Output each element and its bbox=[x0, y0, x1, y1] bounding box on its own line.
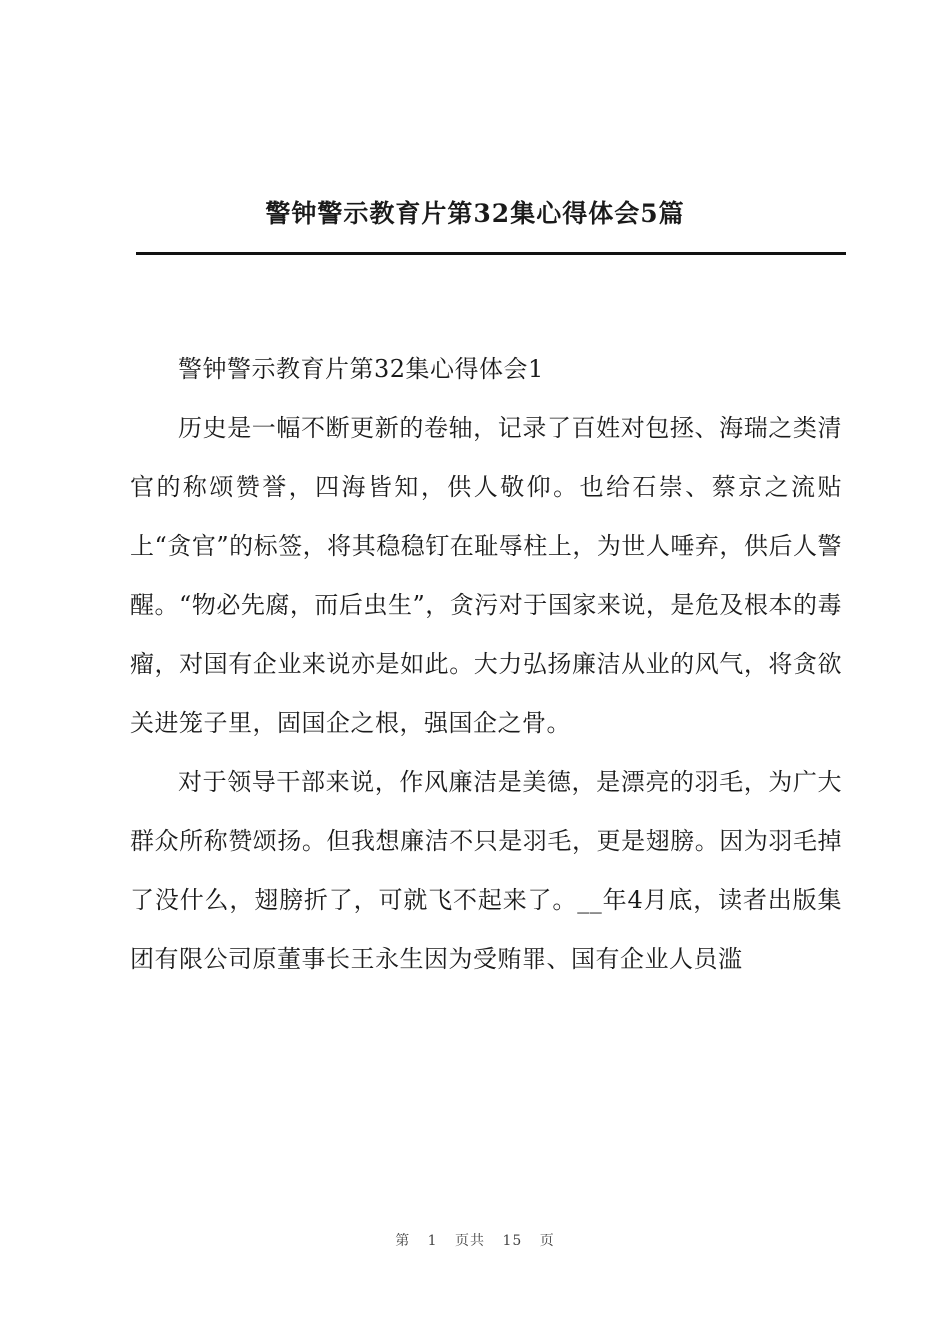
section-heading: 警钟警示教育片第32集心得体会1 bbox=[178, 355, 544, 383]
document-body bbox=[130, 340, 842, 989]
page-number-footer: 第 1 页共 15 页 bbox=[395, 1233, 555, 1249]
body-paragraph: 历史是一幅不断更新的卷轴，记录了百姓对包拯、海瑞之类清官的称颂赞誉，四海皆知，供人敬仰。也给石崇、蔡京之流贴上“贪官”的标签，将其稳稳钉在耻辱柱上，为世人唾弃，供后人警醒。“物必先腐，而后虫生”，贪污对于国家来说，是危及根本的毒瘤，对国有企业来说亦是如此。大力弘扬廉洁从业的风气，将贪欲关进笼子里，固国企之根，强国企之骨。 bbox=[130, 414, 842, 737]
document-title: 警钟警示教育片第32集心得体会5篇 bbox=[265, 199, 685, 228]
title-divider bbox=[136, 252, 846, 255]
body-paragraph: 对于领导干部来说，作风廉洁是美德，是漂亮的羽毛，为广大群众所称赞颂扬。但我想廉洁不只是羽毛，更是翅膀。因为羽毛掉了没什么，翅膀折了，可就飞不起来了。__年4月底，读者出版集团有限公司原董事长王永生因为受贿罪、国有企业人员滥 bbox=[130, 768, 842, 973]
